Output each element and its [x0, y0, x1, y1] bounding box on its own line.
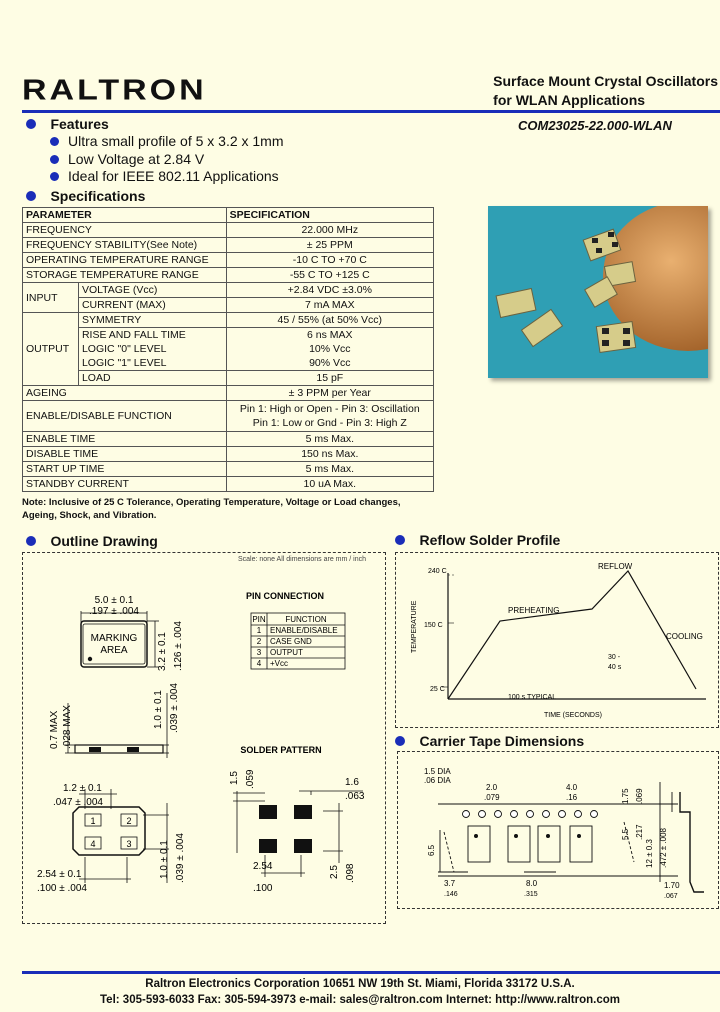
table-row: CURRENT (MAX) 7 mA MAX — [23, 298, 434, 313]
svg-text:1.5 DIA: 1.5 DIA — [424, 767, 451, 776]
dim-side-in: .039 ± .004 — [175, 833, 186, 883]
svg-text:1.5: 1.5 — [229, 771, 240, 785]
svg-text:2.0: 2.0 — [486, 783, 498, 792]
footer-address: Raltron Electronics Corporation 10651 NW 19th St. Miami, Florida 33172 U.S.A. — [145, 978, 575, 990]
svg-text:4.0: 4.0 — [566, 783, 578, 792]
solder-pad — [259, 805, 277, 819]
svg-text:.217: .217 — [635, 824, 644, 840]
footer-contact: Tel: 305-593-6033 Fax: 305-594-3973 e-mail: sales@raltron.com Internet: http://www.raltron.com — [100, 994, 620, 1006]
svg-text:CASE GND: CASE GND — [270, 637, 312, 646]
table-row: LOGIC "1" LEVEL 90% Vcc — [23, 356, 434, 371]
bullet-icon — [395, 736, 405, 746]
crystal-chip — [596, 322, 635, 353]
dim-thick-in: .039 ± .004 — [169, 683, 180, 733]
annotation-time-40: 40 s — [608, 664, 622, 671]
annotation-reflow: REFLOW — [598, 562, 633, 571]
solder-pad — [259, 839, 277, 853]
carrier-tape-drawing — [398, 752, 718, 908]
reflow-chart-box — [395, 552, 719, 728]
raltron-logo: RALTRON — [22, 74, 207, 107]
x-axis-label: TIME (SECONDS) — [544, 712, 602, 719]
dim-length: 5.0 ± 0.1 — [94, 595, 134, 606]
svg-text:3.7: 3.7 — [444, 879, 456, 888]
bullet-icon — [26, 119, 36, 129]
pin-label: 3 — [126, 839, 132, 849]
solder-title: SOLDER PATTERN — [240, 745, 322, 755]
dim-width: 3.2 ± 0.1 — [157, 632, 168, 671]
svg-text:2: 2 — [256, 637, 262, 646]
area-label: AREA — [100, 645, 128, 656]
scale-note: Scale: none All dimensions are mm / inch — [238, 556, 367, 563]
marking-label: MARKING — [90, 633, 138, 644]
table-row: STORAGE TEMPERATURE RANGE -55 C TO +125 C — [23, 268, 434, 283]
outline-section — [26, 533, 158, 551]
svg-text:6.5: 6.5 — [427, 844, 436, 856]
spec-table — [22, 207, 434, 492]
svg-text:.059: .059 — [245, 769, 256, 789]
svg-text:8.0: 8.0 — [526, 879, 538, 888]
dim-height-max-in: .028 MAX — [62, 705, 73, 749]
svg-text:1.6: 1.6 — [345, 777, 359, 788]
table-row: LOGIC "0" LEVEL 10% Vcc — [23, 342, 434, 356]
solder-pad — [294, 839, 312, 853]
reflow-section — [395, 532, 560, 550]
svg-text:.100: .100 — [253, 883, 273, 894]
product-photo-illustration — [488, 206, 708, 378]
svg-text:.063: .063 — [345, 791, 365, 802]
tick-label: 25 C — [430, 686, 445, 693]
features-heading: Features — [50, 116, 109, 132]
y-axis-label: TEMPERATURE — [411, 600, 418, 653]
dim-pad-in: .047 ± .004 — [53, 797, 103, 808]
svg-text:.098: .098 — [345, 863, 356, 883]
dim-height-max: 0.7 MAX — [49, 710, 60, 749]
bullet-icon — [50, 172, 59, 181]
table-row: RISE AND FALL TIME 6 ns MAX — [23, 328, 434, 343]
table-row: AGEING ± 3 PPM per Year — [23, 386, 434, 401]
specifications-section — [26, 188, 145, 206]
specifications-heading: Specifications — [50, 188, 146, 204]
annotation-time-30: 30 - — [608, 654, 621, 661]
bullet-icon — [50, 137, 59, 146]
title-line2: for WLAN Applications — [493, 92, 646, 108]
table-row: INPUT VOLTAGE (Vcc) +2.84 VDC ±3.0% — [23, 283, 434, 298]
outline-drawing — [23, 553, 385, 923]
reflow-chart — [396, 553, 718, 727]
table-row: DISABLE TIME 150 ns Max. — [23, 447, 434, 462]
svg-text:.067: .067 — [664, 893, 678, 900]
pin-col-header: PIN — [252, 615, 266, 624]
pin-connection-title: PIN CONNECTION — [245, 591, 325, 601]
svg-text:+Vcc: +Vcc — [270, 659, 289, 668]
product-title — [493, 72, 718, 110]
carrier-tape-box — [397, 751, 719, 909]
svg-text:12 ± 0.3: 12 ± 0.3 — [645, 839, 654, 868]
table-row: FREQUENCY STABILITY(See Note) ± 25 PPM — [23, 238, 434, 253]
table-row: STANDBY CURRENT 10 uA Max. — [23, 477, 434, 492]
svg-text:.315: .315 — [524, 891, 538, 898]
table-row: ENABLE TIME 5 ms Max. — [23, 432, 434, 447]
svg-text:.06 DIA: .06 DIA — [424, 776, 451, 785]
svg-text:4: 4 — [256, 659, 262, 668]
dim-side: 1.0 ± 0.1 — [159, 840, 170, 879]
svg-text:1.75: 1.75 — [621, 788, 630, 804]
pin-label: 1 — [90, 816, 96, 826]
table-row: FREQUENCY 22.000 MHz — [23, 223, 434, 238]
table-row: LOAD 15 pF — [23, 371, 434, 386]
dim-pad: 1.2 ± 0.1 — [63, 783, 102, 794]
product-photo — [488, 206, 708, 378]
feature-item: Ideal for IEEE 802.11 Applications — [50, 168, 284, 186]
feature-item: Ultra small profile of 5 x 3.2 x 1mm — [50, 133, 284, 151]
svg-text:OUTPUT: OUTPUT — [270, 648, 303, 657]
pin-label: 4 — [90, 839, 96, 849]
svg-text:.079: .079 — [484, 793, 500, 802]
annotation-typical: 100 s TYPICAL — [508, 694, 557, 701]
func-col-header: FUNCTION — [285, 615, 327, 624]
features-section — [26, 116, 109, 134]
bullet-icon — [395, 535, 405, 545]
svg-text:3: 3 — [256, 648, 262, 657]
svg-text:1: 1 — [256, 626, 262, 635]
table-row: OPERATING TEMPERATURE RANGE -10 C TO +70 C — [23, 253, 434, 268]
tick-label: 150 C — [424, 622, 443, 629]
part-number: COM23025-22.000-WLAN — [518, 118, 672, 133]
svg-text:1.70: 1.70 — [664, 881, 680, 890]
outline-drawing-box — [22, 552, 386, 924]
carrier-heading: Carrier Tape Dimensions — [419, 733, 585, 749]
svg-text:.069: .069 — [635, 788, 644, 804]
title-line1: Surface Mount Crystal Oscillators — [493, 73, 718, 89]
bullet-icon — [26, 536, 36, 546]
footer-divider — [22, 971, 720, 974]
dim-pitch: 2.54 ± 0.1 — [37, 869, 82, 880]
table-row: PARAMETER SPECIFICATION — [23, 208, 434, 223]
feature-item: Low Voltage at 2.84 V — [50, 151, 284, 169]
annotation-preheating: PREHEATING — [508, 606, 560, 615]
pin-label: 2 — [126, 816, 132, 826]
spec-note: Note: Inclusive of 25 C Tolerance, Operating Temperature, Voltage or Load changes, Ageing, Shock, and Vibration. — [22, 497, 401, 521]
annotation-cooling: COOLING — [666, 632, 703, 641]
tick-label: 240 C — [428, 568, 447, 575]
svg-text:.472 ± .008: .472 ± .008 — [659, 828, 668, 868]
dim-pitch-in: .100 ± .004 — [37, 883, 87, 894]
dim-thick: 1.0 ± 0.1 — [153, 690, 164, 729]
outline-heading: Outline Drawing — [50, 533, 158, 549]
profile-curve — [448, 571, 696, 699]
svg-text:2.5: 2.5 — [329, 865, 340, 879]
table-row: ENABLE/DISABLE FUNCTION Pin 1: High or Open - Pin 3: Oscillation Pin 1: Low or Gnd - Pin 3: High Z — [23, 401, 434, 432]
svg-text:5.5: 5.5 — [621, 828, 630, 840]
dim-length-in: .197 ± .004 — [89, 606, 139, 617]
svg-text:2.54: 2.54 — [253, 861, 273, 872]
svg-text:.16: .16 — [566, 793, 578, 802]
header-divider — [22, 110, 720, 113]
svg-text:ENABLE/DISABLE: ENABLE/DISABLE — [270, 626, 338, 635]
bullet-icon — [50, 155, 59, 164]
svg-text:.146: .146 — [444, 891, 458, 898]
dim-width-in: .126 ± .004 — [173, 621, 184, 671]
table-row: OUTPUT SYMMETRY 45 / 55% (at 50% Vcc) — [23, 313, 434, 328]
bullet-icon — [26, 191, 36, 201]
solder-pad — [294, 805, 312, 819]
carrier-section — [395, 733, 584, 751]
reflow-heading: Reflow Solder Profile — [419, 532, 561, 548]
table-row: START UP TIME 5 ms Max. — [23, 462, 434, 477]
features-list — [50, 133, 284, 186]
